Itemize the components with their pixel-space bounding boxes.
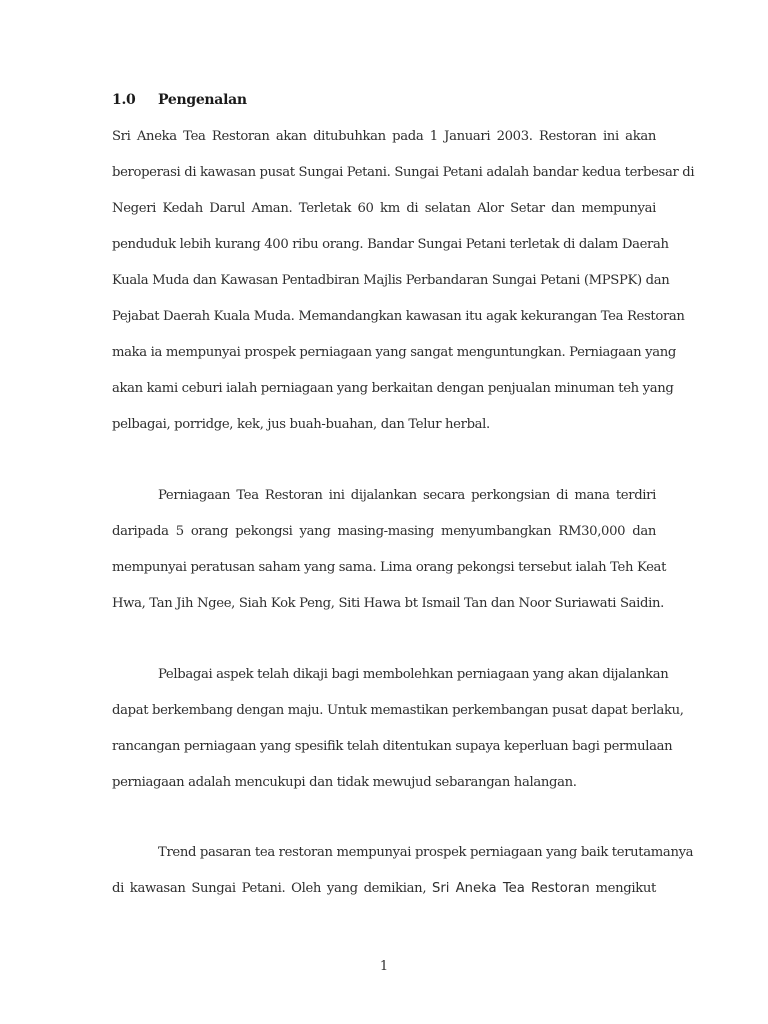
paragraph-3-line-3: rancangan perniagaan yang spesifik telah ditentukan supaya keperluan bagi permulaan: [112, 739, 673, 754]
paragraph-1-line-5: Kuala Muda dan Kawasan Pentadbiran Majlis Perbandaran Sungai Petani (MPSPK) dan: [112, 273, 670, 288]
paragraph-3-line-1: Pelbagai aspek telah dikaji bagi membolehkan perniagaan yang akan dijalankan: [158, 667, 669, 682]
section-heading: [112, 92, 247, 108]
paragraph-1-line-6: Pejabat Daerah Kuala Muda. Memandangkan kawasan itu agak kekurangan Tea Restoran: [112, 309, 685, 324]
section-title: Pengenalan: [158, 92, 247, 108]
paragraph-3-line-4: perniagaan adalah mencukupi dan tidak mewujud sebarangan halangan.: [112, 775, 577, 790]
paragraph-1-line-1: Sri Aneka Tea Restoran akan ditubuhkan pada 1 Januari 2003. Restoran ini akan: [112, 129, 656, 144]
page-number: 1: [379, 959, 389, 974]
paragraph-4-line-1: Trend pasaran tea restoran mempunyai prospek perniagaan yang baik terutamanya: [158, 845, 694, 860]
paragraph-3-line-2: dapat berkembang dengan maju. Untuk memastikan perkembangan pusat dapat berlaku,: [112, 703, 684, 718]
paragraph-4-line-2-tail: mengikut: [595, 881, 656, 896]
paragraph-2-line-4: Hwa, Tan Jih Ngee, Siah Kok Peng, Siti Hawa bt Ismail Tan dan Noor Suriawati Saidin.: [112, 596, 664, 611]
paragraph-2-line-1: Perniagaan Tea Restoran ini dijalankan secara perkongsian di mana terdiri: [158, 488, 656, 503]
paragraph-1-line-8: akan kami ceburi ialah perniagaan yang berkaitan dengan penjualan minuman teh yang: [112, 381, 674, 396]
paragraph-2-line-2: daripada 5 orang pekongsi yang masing-masing menyumbangkan RM30,000 dan: [112, 524, 656, 539]
paragraph-1-line-4: penduduk lebih kurang 400 ribu orang. Bandar Sungai Petani terletak di dalam Daerah: [112, 237, 669, 252]
paragraph-2-line-3: mempunyai peratusan saham yang sama. Lima orang pekongsi tersebut ialah Teh Keat: [112, 560, 667, 575]
paragraph-1-line-7: maka ia mempunyai prospek perniagaan yang sangat menguntungkan. Perniagaan yang: [112, 345, 676, 360]
paragraph-4-line-2-text: di kawasan Sungai Petani. Oleh yang demikian,: [112, 881, 427, 896]
paragraph-1-line-9: pelbagai, porridge, kek, jus buah-buahan, dan Telur herbal.: [112, 417, 490, 432]
section-number: 1.0: [112, 92, 136, 108]
company-name-inline: Sri Aneka Tea Restoran: [432, 881, 590, 896]
paragraph-4-line-2: [112, 880, 656, 898]
paragraph-1-line-3: Negeri Kedah Darul Aman. Terletak 60 km di selatan Alor Setar dan mempunyai: [112, 201, 656, 216]
paragraph-1-line-2: beroperasi di kawasan pusat Sungai Petani. Sungai Petani adalah bandar kedua terbesar di: [112, 165, 695, 180]
